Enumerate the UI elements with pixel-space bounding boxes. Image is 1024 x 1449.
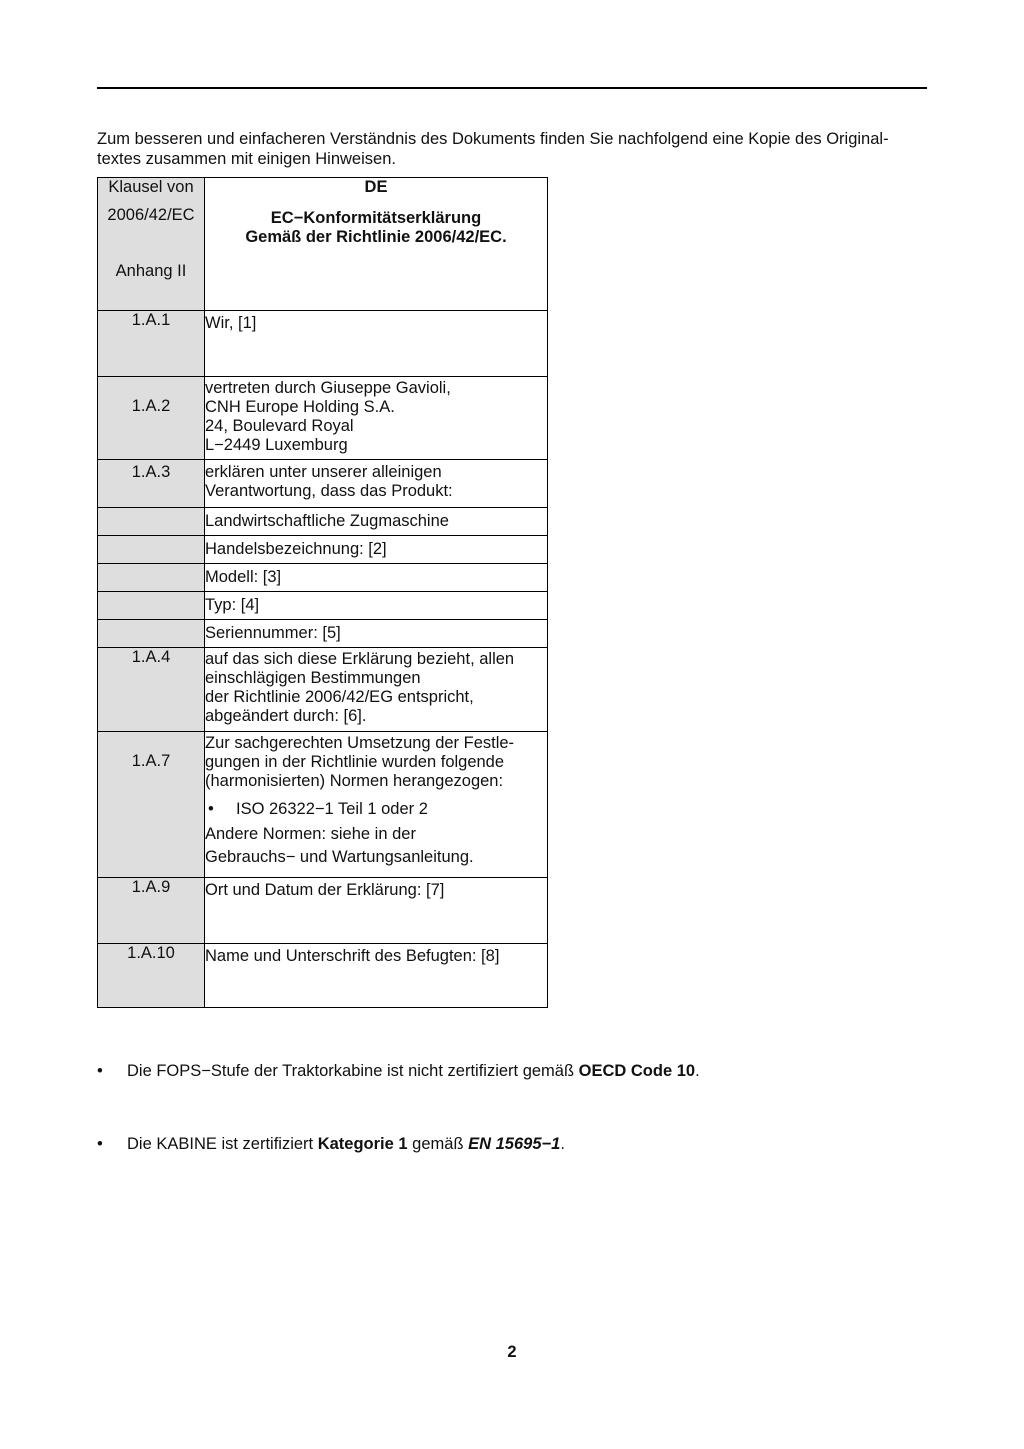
- note-text: Die KABINE ist zertifiziert: [127, 1135, 318, 1153]
- product-cell: [205, 592, 548, 620]
- street-line: 24, Boulevard Royal: [205, 417, 354, 435]
- conformity-line: der Richtlinie 2006/42/EG entspricht,: [205, 688, 474, 706]
- note-text: Die FOPS−Stufe der Traktorkabine ist nicht zertifiziert gemäß: [127, 1062, 579, 1080]
- page-number: 2: [507, 1343, 517, 1361]
- clause-label: 1.A.9: [131, 878, 171, 896]
- standards-cell: [205, 732, 548, 878]
- title-spacer-cell: [205, 262, 548, 311]
- clause-label: 1.A.10: [127, 944, 175, 962]
- signature-text: Name und Unterschrift des Befugten: [8]: [205, 947, 500, 965]
- declaration-table: [97, 177, 548, 1008]
- clause-label: 1.A.2: [131, 397, 171, 415]
- empty-clause-cell: [98, 564, 205, 592]
- clause-cell: [98, 460, 205, 508]
- declaration-title: EC−Konformitätserklärung: [270, 208, 482, 227]
- declaration-title-cell: [205, 206, 548, 262]
- bullet-mark: •: [97, 1062, 103, 1080]
- clause-header-cell: [98, 178, 205, 206]
- city-line: L−2449 Luxemburg: [205, 436, 348, 454]
- company-line: CNH Europe Holding S.A.: [205, 398, 395, 416]
- product-cell: [205, 564, 548, 592]
- clause-label: 1.A.7: [131, 752, 171, 770]
- intro-line-1: Zum besseren und einfacheren Verständnis des Dokuments finden Sie nachfolgend eine Kopie des Original-: [97, 130, 889, 148]
- clause-label: 1.A.3: [131, 463, 171, 481]
- annex-cell: [98, 262, 205, 311]
- directive-cell: [98, 206, 205, 262]
- empty-clause-cell: [98, 592, 205, 620]
- header-rule: [97, 87, 927, 89]
- intro-paragraph: [97, 129, 932, 169]
- note-bold-italic: EN 15695−1: [468, 1135, 561, 1153]
- annex-label: Anhang II: [115, 261, 187, 280]
- standard-list-item: [205, 800, 547, 819]
- declaration-line: erklären unter unserer alleinigen: [205, 463, 442, 481]
- serial-number: Seriennummer: [5]: [205, 624, 341, 642]
- clause-cell: [98, 311, 205, 377]
- fops-note: [97, 1061, 700, 1081]
- clause-label: 1.A.4: [131, 648, 171, 666]
- intro-line-2: textes zusammen mit einigen Hinweisen.: [97, 150, 396, 168]
- standards-line: (harmonisierten) Normen herangezogen:: [205, 772, 504, 790]
- empty-clause-cell: [98, 536, 205, 564]
- signature-cell: [205, 944, 548, 1008]
- declarant-cell: [205, 311, 548, 377]
- clause-cell: [98, 377, 205, 460]
- clause-cell: [98, 732, 205, 878]
- other-standards-line: Andere Normen: siehe in der: [205, 825, 416, 843]
- clause-cell: [98, 944, 205, 1008]
- note-bold: Kategorie 1: [317, 1135, 408, 1153]
- representative-cell: [205, 377, 548, 460]
- bullet-mark: •: [208, 800, 214, 818]
- other-standards-line: Gebrauchs− und Wartungsanleitung.: [205, 848, 474, 866]
- conformity-line: auf das sich diese Erklärung bezieht, allen: [205, 650, 515, 668]
- empty-clause-cell: [98, 620, 205, 648]
- cab-note-text: [127, 1134, 565, 1154]
- fops-note-text: [127, 1061, 700, 1081]
- standard-text: ISO 26322−1 Teil 1 oder 2: [236, 800, 428, 818]
- product-type: Landwirtschaftliche Zugmaschine: [205, 512, 449, 530]
- product-cell: [205, 508, 548, 536]
- clause-cell: [98, 648, 205, 732]
- clause-cell: [98, 878, 205, 944]
- cab-note: [97, 1134, 565, 1154]
- declaration-subtitle: Gemäß der Richtlinie 2006/42/EC.: [245, 227, 507, 246]
- model: Modell: [3]: [205, 568, 282, 586]
- language-label: DE: [364, 178, 388, 196]
- place-date-cell: [205, 878, 548, 944]
- note-text: .: [695, 1062, 700, 1080]
- directive-label: 2006/42/EC: [107, 205, 195, 224]
- note-text: .: [560, 1135, 565, 1153]
- declaration-line: Verantwortung, dass das Produkt:: [205, 482, 453, 500]
- conformity-line: einschlägigen Bestimmungen: [205, 669, 421, 687]
- declaration-cell: [205, 460, 548, 508]
- language-header-cell: [205, 178, 548, 206]
- clause-label: 1.A.1: [131, 311, 171, 329]
- product-cell: [205, 536, 548, 564]
- note-text: gemäß: [407, 1135, 469, 1153]
- standards-line: Zur sachgerechten Umsetzung der Festle-: [205, 734, 515, 752]
- conformity-cell: [205, 648, 548, 732]
- declarant-text: Wir, [1]: [205, 314, 257, 332]
- note-bold: OECD Code 10: [578, 1062, 696, 1080]
- empty-clause-cell: [98, 508, 205, 536]
- representative-line: vertreten durch Giuseppe Gavioli,: [205, 379, 451, 397]
- bullet-mark: •: [97, 1135, 103, 1153]
- clause-header-label: Klausel von: [108, 178, 194, 196]
- trade-name: Handelsbezeichnung: [2]: [205, 540, 387, 558]
- product-cell: [205, 620, 548, 648]
- place-date-text: Ort und Datum der Erklärung: [7]: [205, 881, 445, 899]
- conformity-line: abgeändert durch: [6].: [205, 707, 367, 725]
- type: Typ: [4]: [205, 596, 260, 614]
- standards-line: gungen in der Richtlinie wurden folgende: [205, 753, 505, 771]
